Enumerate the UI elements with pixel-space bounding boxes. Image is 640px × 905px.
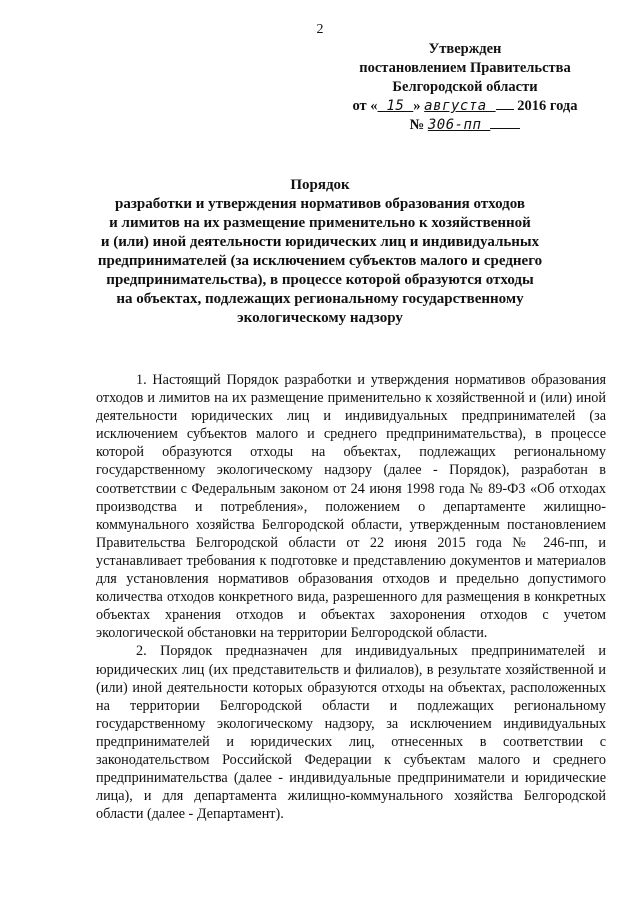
title-line: разработки и утверждения нормативов образования отходов — [115, 196, 525, 212]
date-prefix: от « — [352, 98, 378, 114]
document-body — [96, 371, 606, 823]
approval-line-1: Утвержден — [428, 41, 502, 57]
date-year: 2016 года — [517, 98, 578, 114]
title-line: экологическому надзору — [237, 310, 403, 326]
title-line: на объектах, подлежащих региональному государственному — [116, 291, 524, 307]
approval-stamp — [320, 40, 610, 135]
approval-number — [320, 116, 610, 135]
title-line: предпринимателей (за исключением субъектов малого и среднего — [97, 253, 543, 269]
paragraph-2: 2. Порядок предназначен для индивидуальных предпринимателей и юридических лиц (их представительств и филиалов), в результате хозяйственной и (или) иной деятельности которых образуются отходы на объектах, расположенных на территории Белгородской области и подлежащих региональному государственному экологическому надзору, за исключением индивидуальных предпринимателей и юридических лиц, отнесенных в соответствии с законодательством Российской Федерации к субъектам малого и среднего предпринимательства (далее - индивидуальные предприниматели и юридические лица), и для департамента жилищно-коммунального хозяйства Белгородской области (далее - Департамент). — [96, 643, 606, 823]
title-heading: Порядок — [290, 177, 350, 193]
date-mid: » — [413, 98, 421, 114]
date-day: 15 — [377, 98, 414, 114]
paragraph-1: 1. Настоящий Порядок разработки и утверждения нормативов образования отходов и лимитов на их размещение применительно к хозяйственной и (или) иной деятельности юридических лиц и индивидуальных предпринимателей (за исключением субъектов малого и среднего предпринимательства), в процессе которой образуются отходы на объектах, подлежащих региональному государственному экологическому надзору (далее - Порядок), разработан в соответствии с Федеральным законом от 24 июня 1998 года № 89-ФЗ «Об отходах производства и потребления», положением о департаменте жилищно-коммунального хозяйства Белгородской области, утвержденным постановлением Правительства Белгородской области от 22 июня 2015 года № 246-пп, и устанавливает требования к подготовке и представлению документов и материалов для установления нормативов образования отходов и предельно допустимого количества отходов конкретного вида, разрешенного для размещения в конкретных объектах хранения отходов и объектах захоронения отходов с учетом экологической обстановки на территории Белгородской области. — [96, 372, 606, 642]
date-month: августа — [424, 98, 496, 114]
date-underline — [496, 97, 514, 110]
number-underline — [490, 116, 520, 129]
title-line: и лимитов на их размещение применительно к хозяйственной — [109, 215, 531, 231]
approval-line-2: постановлением Правительства — [359, 60, 571, 76]
title-line: и (или) иной деятельности юридических лиц и индивидуальных — [100, 234, 540, 250]
approval-line-3: Белгородской области — [392, 79, 538, 95]
document-title — [80, 176, 560, 328]
number-prefix: № — [409, 117, 425, 133]
page-number: 2 — [316, 22, 324, 37]
approval-date — [320, 97, 610, 116]
number-value: 306-пп — [427, 117, 491, 133]
title-line: предпринимательства), в процессе которой образуются отходы — [106, 272, 534, 288]
